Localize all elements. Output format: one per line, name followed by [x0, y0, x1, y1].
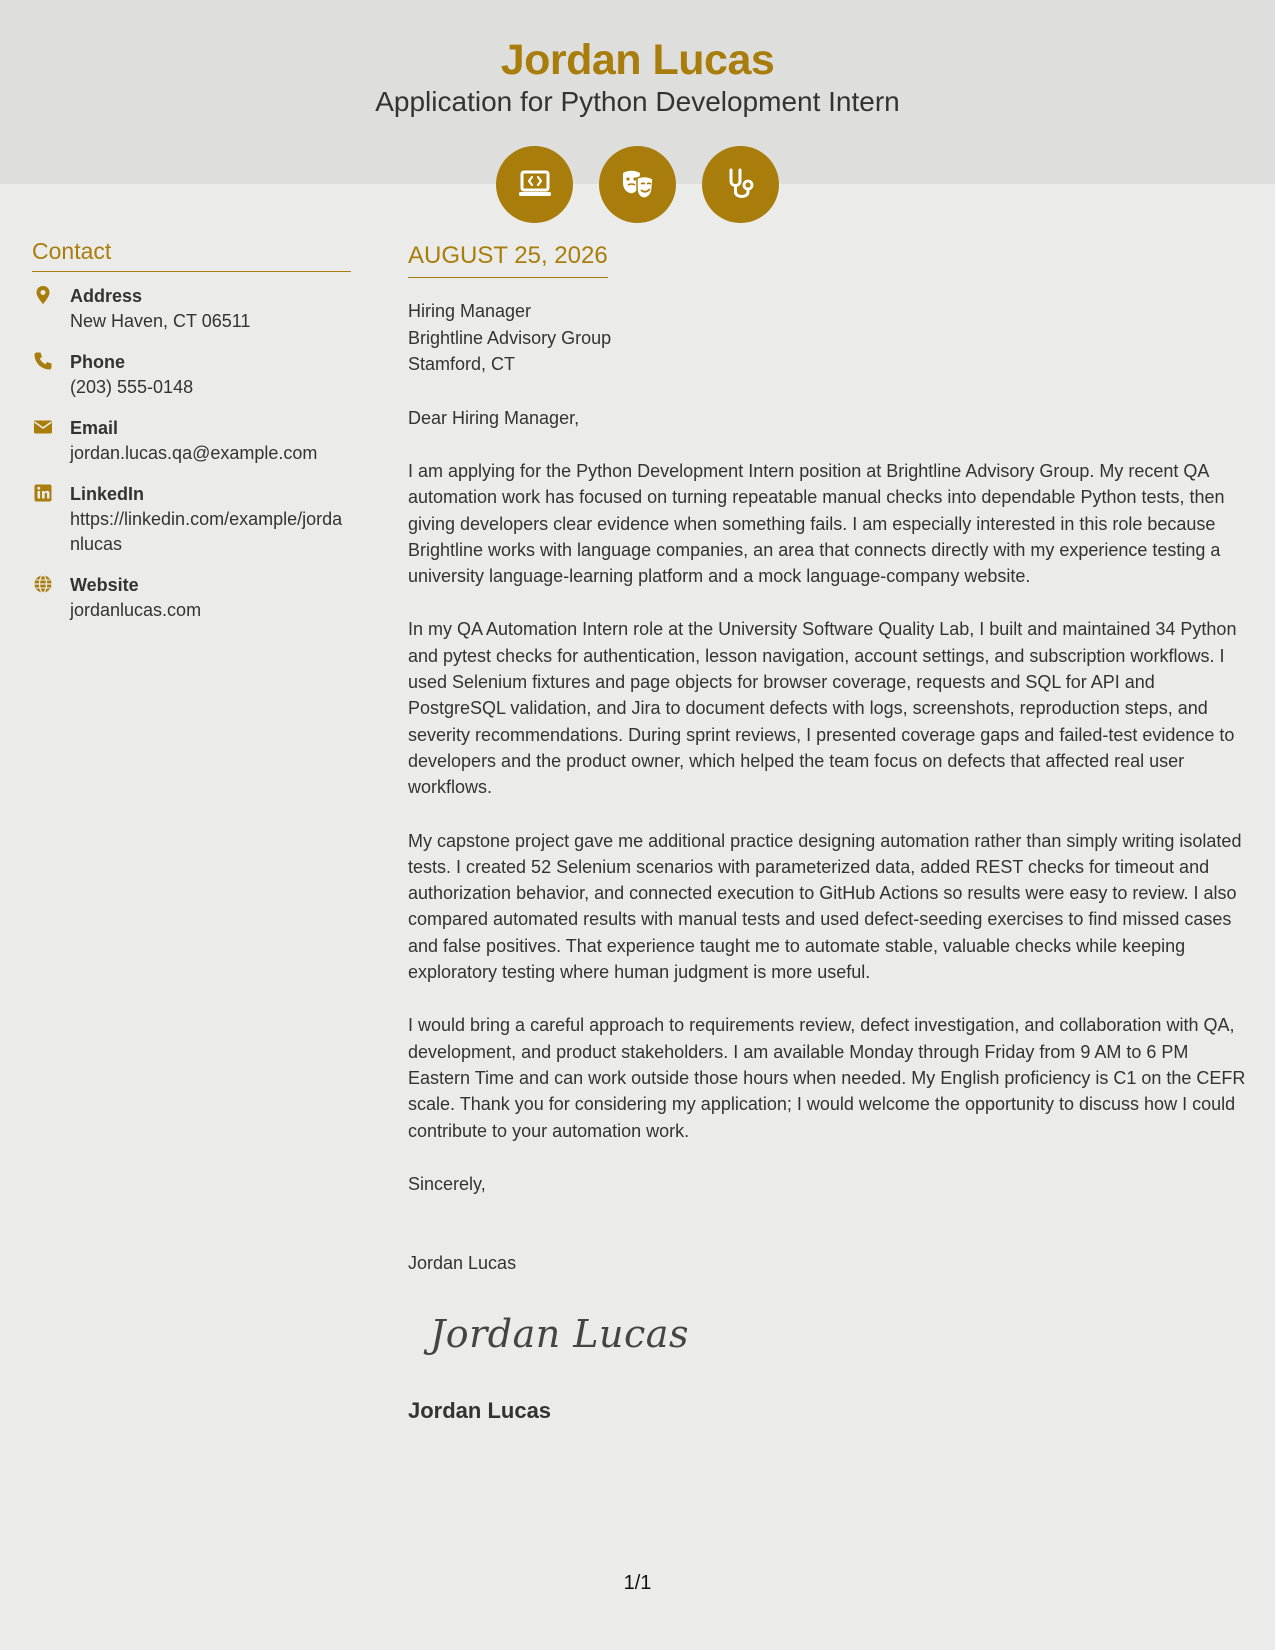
recipient-line: Brightline Advisory Group — [408, 327, 612, 348]
final-name: Jordan Lucas — [408, 1397, 552, 1423]
stethoscope-icon — [702, 146, 779, 223]
letter-date: AUGUST 25, 2026 — [408, 242, 608, 278]
typed-name: Jordan Lucas — [408, 1252, 517, 1273]
map-pin-icon — [32, 284, 54, 306]
applicant-name: Jordan Lucas — [500, 36, 775, 84]
theater-masks-icon — [599, 146, 676, 223]
laptop-code-icon — [496, 146, 573, 223]
letter-body — [408, 242, 1248, 1424]
contact-label: Address — [70, 286, 143, 306]
closing: Sincerely, — [408, 1173, 486, 1194]
contact-sidebar — [32, 238, 351, 639]
contact-heading: Contact — [32, 238, 351, 272]
contact-address — [32, 284, 351, 334]
recipient-line: Hiring Manager — [408, 301, 532, 321]
globe-icon — [32, 573, 54, 595]
letter-paragraph: I would bring a careful approach to requirements review, defect investigation, and collaboration with QA, development, and product stakeholders. I am available Monday through Friday from 9 AM to 6 PM Eastern Time and can work outside those hours when needed. My English proficiency is C1 on the CEFR scale. Thank you for considering my application; I would welcome the opportunity to discuss how I could contribute to your automation work. — [408, 1015, 1246, 1141]
page-number: 1/1 — [623, 1572, 652, 1594]
email-value: jordan.lucas.qa@example.com — [70, 443, 318, 463]
contact-linkedin — [32, 482, 351, 557]
contact-label: Phone — [70, 352, 126, 372]
recipient-line: Stamford, CT — [408, 354, 516, 374]
application-subtitle: Application for Python Development Intern — [375, 86, 900, 117]
recipient-block — [408, 298, 1248, 378]
contact-email — [32, 416, 351, 466]
envelope-icon — [32, 416, 54, 438]
header-icon-row — [0, 146, 1275, 223]
address-value: New Haven, CT 06511 — [70, 311, 251, 331]
contact-website — [32, 573, 351, 623]
linkedin-value[interactable]: https://linkedin.com/example/jordanlucas — [70, 509, 343, 554]
greeting: Dear Hiring Manager, — [408, 407, 580, 428]
letter-paragraph: In my QA Automation Intern role at the University Software Quality Lab, I built and maintained 34 Python and pytest checks for authentication, lesson navigation, account settings, and subscription workflows. I used Selenium fixtures and page objects for browser coverage, requests and SQL for API and PostgreSQL validation, and Jira to document defects with logs, screenshots, reproduction steps, and severity recommendations. During sprint reviews, I presented coverage gaps and failed-test evidence to developers and the product owner, which helped the team focus on defects that affected real user workflows. — [408, 619, 1237, 798]
contact-phone — [32, 350, 351, 400]
linkedin-icon — [32, 482, 54, 504]
contact-label: LinkedIn — [70, 484, 145, 504]
letter-paragraph: I am applying for the Python Development Intern position at Brightline Advisory Group. My recent QA automation work has focused on turning repeatable manual checks into dependable Python tests, then giving developers clear evidence when something fails. I am especially interested in this role because Brightline works with language companies, an area that connects directly with my experience testing a university language-learning platform and a mock language-company website. — [408, 461, 1225, 587]
website-value[interactable]: jordanlucas.com — [70, 600, 202, 620]
contact-label: Website — [70, 575, 139, 595]
letter-paragraph: My capstone project gave me additional practice designing automation rather than simply writing isolated tests. I created 52 Selenium scenarios with parameterized data, added REST checks for timeout and authorization behavior, and connected execution to GitHub Actions so results were easy to review. I also compared automated results with manual tests and used defect-seeding exercises to find missed cases and false positives. That experience taught me to automate stable, valuable checks while keeping exploratory testing where human judgment is more useful. — [408, 830, 1242, 983]
handwritten-signature: Jordan Lucas — [430, 1311, 689, 1356]
phone-value: (203) 555-0148 — [70, 377, 194, 397]
phone-icon — [32, 350, 54, 372]
contact-label: Email — [70, 418, 119, 438]
